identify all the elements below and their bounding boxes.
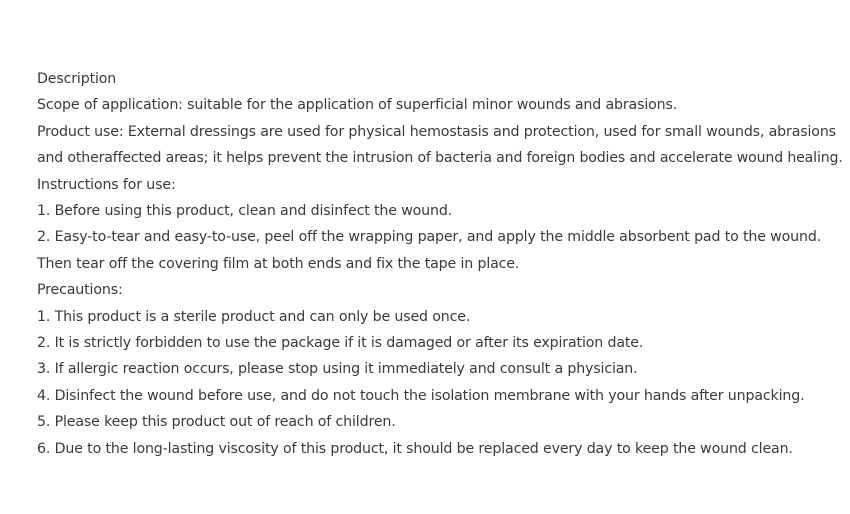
instructions-heading: Instructions for use: [37,176,176,193]
instruction-item: 2. Easy-to-tear and easy-to-use, peel off the wrapping paper, and apply the middle absorbent pad to the wound. [37,229,822,246]
precaution-item: 1. This product is a sterile product and can only be used once. [37,308,471,325]
precaution-item: 4. Disinfect the wound before use, and do not touch the isolation membrane with your hands after unpacking. [37,387,805,404]
precaution-item: 6. Due to the long-lasting viscosity of this product, it should be replaced every day to keep the wound clean. [37,440,793,457]
product-description [37,66,843,462]
precaution-item: 2. It is strictly forbidden to use the package if it is damaged or after its expiration date. [37,335,644,352]
scope-of-application: Scope of application: suitable for the application of superficial minor wounds and abrasions. [37,97,678,114]
product-use-line-1: Product use: External dressings are used for physical hemostasis and protection, used for small wounds, abrasions [37,123,836,140]
precautions-heading: Precautions: [37,282,123,299]
precaution-item: 3. If allergic reaction occurs, please stop using it immediately and consult a physician. [37,361,638,378]
product-use-line-2: and otheraffected areas; it helps prevent the intrusion of bacteria and foreign bodies and accelerate wound healing. [37,150,843,167]
precaution-item: 5. Please keep this product out of reach of children. [37,414,396,431]
instruction-item-continued: Then tear off the covering film at both ends and fix the tape in place. [37,255,520,272]
description-heading: Description [37,71,117,87]
instruction-item: 1. Before using this product, clean and disinfect the wound. [37,203,453,220]
